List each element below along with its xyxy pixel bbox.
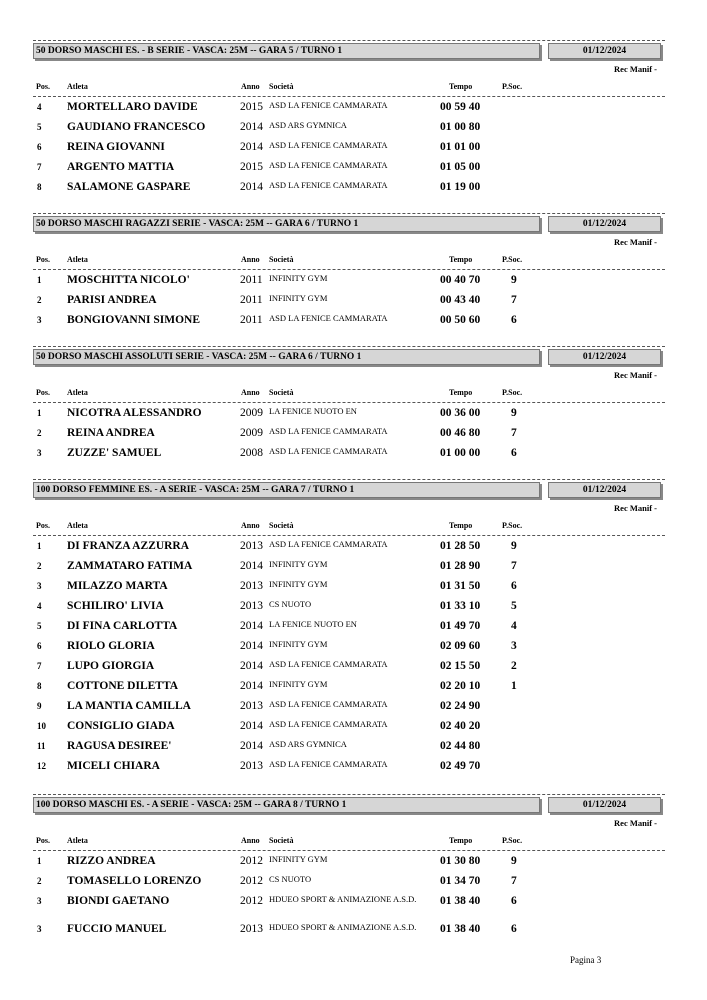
cell-pos: 9 — [37, 701, 42, 711]
cell-psoc: 9 — [511, 274, 517, 286]
cell-tempo: 00 43 40 — [440, 294, 481, 306]
race-date: 01/12/2024 — [548, 797, 661, 813]
cell-anno: 2014 — [240, 660, 263, 672]
cell-pos: 3 — [37, 924, 42, 934]
cell-tempo: 01 00 00 — [440, 447, 481, 459]
cell-psoc: 9 — [511, 855, 517, 867]
col-societa: Società — [269, 521, 294, 530]
table-row — [33, 291, 665, 311]
cell-atleta: LA MANTIA CAMILLA — [67, 700, 191, 712]
cell-societa: ASD LA FENICE CAMMARATA — [269, 160, 388, 170]
cell-psoc: 4 — [511, 620, 517, 632]
cell-anno: 2015 — [240, 161, 263, 173]
header-divider — [33, 96, 665, 97]
table-row — [33, 637, 665, 657]
cell-pos: 12 — [37, 761, 46, 771]
race-date: 01/12/2024 — [548, 43, 661, 59]
table-row — [33, 597, 665, 617]
col-atleta: Atleta — [67, 82, 88, 91]
table-row — [33, 697, 665, 717]
cell-atleta: FUCCIO MANUEL — [67, 923, 167, 935]
cell-tempo: 02 49 70 — [440, 760, 481, 772]
column-headers — [33, 521, 665, 535]
record-label: Rec Manif - — [614, 818, 657, 828]
col-tempo: Tempo — [449, 521, 473, 530]
col-societa: Società — [269, 388, 294, 397]
cell-societa: ASD LA FENICE CAMMARATA — [269, 759, 388, 769]
col-anno: Anno — [241, 82, 260, 91]
cell-psoc: 7 — [511, 294, 517, 306]
cell-atleta: DI FRANZA AZZURRA — [67, 540, 190, 552]
cell-pos: 8 — [37, 681, 42, 691]
cell-pos: 2 — [37, 561, 42, 571]
table-row — [33, 537, 665, 557]
cell-atleta: MOSCHITTA NICOLO' — [67, 274, 190, 286]
cell-psoc: 7 — [511, 560, 517, 572]
cell-pos: 11 — [37, 741, 46, 751]
table-row — [33, 577, 665, 597]
results-list — [33, 98, 665, 198]
results-list — [33, 404, 665, 464]
col-atleta: Atleta — [67, 836, 88, 845]
table-row — [33, 138, 665, 158]
table-row — [33, 118, 665, 138]
table-row — [33, 557, 665, 577]
cell-societa: INFINITY GYM — [269, 273, 328, 283]
table-row — [33, 737, 665, 757]
cell-tempo: 02 20 10 — [440, 680, 481, 692]
header-divider — [33, 535, 665, 536]
cell-tempo: 01 31 50 — [440, 580, 481, 592]
col-atleta: Atleta — [67, 255, 88, 264]
header-divider — [33, 402, 665, 403]
cell-psoc: 6 — [511, 923, 517, 935]
cell-atleta: RAGUSA DESIREE' — [67, 740, 172, 752]
col-societa: Società — [269, 255, 294, 264]
record-label: Rec Manif - — [614, 237, 657, 247]
cell-anno: 2013 — [240, 700, 263, 712]
cell-societa: INFINITY GYM — [269, 559, 328, 569]
cell-psoc: 9 — [511, 540, 517, 552]
cell-anno: 2011 — [240, 314, 263, 326]
col-psoc: P.Soc. — [502, 255, 523, 264]
cell-pos: 6 — [37, 641, 42, 651]
col-tempo: Tempo — [449, 255, 473, 264]
cell-anno: 2012 — [240, 875, 263, 887]
cell-pos: 1 — [37, 275, 42, 285]
cell-societa: LA FENICE NUOTO EN — [269, 619, 357, 629]
cell-pos: 2 — [37, 295, 42, 305]
cell-tempo: 01 28 90 — [440, 560, 481, 572]
header-divider — [33, 850, 665, 851]
cell-tempo: 01 05 00 — [440, 161, 481, 173]
table-row — [33, 617, 665, 637]
cell-societa: ASD LA FENICE CAMMARATA — [269, 140, 388, 150]
cell-atleta: REINA ANDREA — [67, 427, 155, 439]
column-headers — [33, 836, 665, 850]
cell-anno: 2014 — [240, 181, 263, 193]
race-title: 100 DORSO MASCHI ES. - A SERIE - VASCA: 25M -- GARA 8 / TURNO 1 — [33, 797, 540, 813]
cell-societa: CS NUOTO — [269, 599, 312, 609]
cell-anno: 2012 — [240, 855, 263, 867]
cell-pos: 1 — [37, 856, 42, 866]
col-atleta: Atleta — [67, 388, 88, 397]
race-title: 50 DORSO MASCHI RAGAZZI SERIE - VASCA: 25M -- GARA 6 / TURNO 1 — [33, 216, 540, 232]
race-date: 01/12/2024 — [548, 349, 661, 365]
cell-atleta: MILAZZO MARTA — [67, 580, 168, 592]
cell-anno: 2011 — [240, 294, 263, 306]
column-headers — [33, 388, 665, 402]
cell-tempo: 01 00 80 — [440, 121, 481, 133]
cell-psoc: 7 — [511, 875, 517, 887]
cell-societa: INFINITY GYM — [269, 293, 328, 303]
table-row — [33, 404, 665, 424]
cell-atleta: DI FINA CARLOTTA — [67, 620, 178, 632]
table-row — [33, 98, 665, 118]
cell-pos: 2 — [37, 428, 42, 438]
cell-anno: 2011 — [240, 274, 263, 286]
cell-atleta: SCHILIRO' LIVIA — [67, 600, 164, 612]
cell-pos: 1 — [37, 408, 42, 418]
cell-psoc: 1 — [511, 680, 517, 692]
col-psoc: P.Soc. — [502, 836, 523, 845]
cell-atleta: RIZZO ANDREA — [67, 855, 156, 867]
cell-tempo: 01 38 40 — [440, 895, 481, 907]
cell-tempo: 00 46 80 — [440, 427, 481, 439]
section-divider — [33, 213, 665, 214]
cell-societa: ASD LA FENICE CAMMARATA — [269, 313, 388, 323]
col-pos: Pos. — [36, 82, 50, 91]
cell-tempo: 02 24 90 — [440, 700, 481, 712]
cell-societa: ASD LA FENICE CAMMARATA — [269, 426, 388, 436]
table-row — [33, 178, 665, 198]
cell-atleta: MORTELLARO DAVIDE — [67, 101, 198, 113]
cell-pos: 3 — [37, 581, 42, 591]
cell-atleta: LUPO GIORGIA — [67, 660, 155, 672]
cell-tempo: 00 40 70 — [440, 274, 481, 286]
cell-anno: 2014 — [240, 740, 263, 752]
table-row — [33, 657, 665, 677]
page-number: Pagina 3 — [570, 955, 602, 965]
cell-anno: 2013 — [240, 600, 263, 612]
cell-pos: 6 — [37, 142, 42, 152]
table-row — [33, 158, 665, 178]
cell-societa: ASD LA FENICE CAMMARATA — [269, 539, 388, 549]
table-row — [33, 872, 665, 892]
table-row — [33, 920, 665, 948]
cell-tempo: 01 01 00 — [440, 141, 481, 153]
table-row — [33, 444, 665, 464]
cell-societa: ASD LA FENICE CAMMARATA — [269, 446, 388, 456]
cell-tempo: 02 15 50 — [440, 660, 481, 672]
cell-pos: 10 — [37, 721, 46, 731]
cell-atleta: BIONDI GAETANO — [67, 895, 170, 907]
col-tempo: Tempo — [449, 836, 473, 845]
col-societa: Società — [269, 836, 294, 845]
cell-pos: 5 — [37, 122, 42, 132]
cell-pos: 3 — [37, 896, 42, 906]
cell-anno: 2015 — [240, 101, 263, 113]
cell-societa: ASD LA FENICE CAMMARATA — [269, 699, 388, 709]
cell-psoc: 6 — [511, 447, 517, 459]
cell-tempo: 01 30 80 — [440, 855, 481, 867]
section-divider — [33, 346, 665, 347]
race-title: 100 DORSO FEMMINE ES. - A SERIE - VASCA: 25M -- GARA 7 / TURNO 1 — [33, 482, 540, 498]
cell-anno: 2013 — [240, 580, 263, 592]
cell-anno: 2014 — [240, 121, 263, 133]
column-headers — [33, 82, 665, 96]
cell-anno: 2009 — [240, 407, 263, 419]
cell-psoc: 6 — [511, 895, 517, 907]
header-divider — [33, 269, 665, 270]
table-row — [33, 717, 665, 737]
cell-anno: 2014 — [240, 680, 263, 692]
cell-tempo: 01 19 00 — [440, 181, 481, 193]
cell-societa: CS NUOTO — [269, 874, 312, 884]
table-row — [33, 271, 665, 291]
cell-atleta: GAUDIANO FRANCESCO — [67, 121, 206, 133]
col-anno: Anno — [241, 521, 260, 530]
cell-atleta: CONSIGLIO GIADA — [67, 720, 175, 732]
cell-anno: 2013 — [240, 760, 263, 772]
cell-pos: 8 — [37, 182, 42, 192]
cell-psoc: 5 — [511, 600, 517, 612]
cell-societa: HDUEO SPORT & ANIMAZIONE A.S.D. — [269, 922, 417, 932]
col-pos: Pos. — [36, 255, 50, 264]
cell-anno: 2009 — [240, 427, 263, 439]
cell-tempo: 01 33 10 — [440, 600, 481, 612]
cell-tempo: 01 28 50 — [440, 540, 481, 552]
cell-pos: 3 — [37, 448, 42, 458]
cell-atleta: RIOLO GLORIA — [67, 640, 155, 652]
cell-tempo: 02 40 20 — [440, 720, 481, 732]
section-divider — [33, 794, 665, 795]
race-date: 01/12/2024 — [548, 482, 661, 498]
cell-anno: 2014 — [240, 141, 263, 153]
record-label: Rec Manif - — [614, 370, 657, 380]
race-date: 01/12/2024 — [548, 216, 661, 232]
race-title: 50 DORSO MASCHI ES. - B SERIE - VASCA: 25M -- GARA 5 / TURNO 1 — [33, 43, 540, 59]
section-divider — [33, 479, 665, 480]
table-row — [33, 892, 665, 920]
cell-societa: HDUEO SPORT & ANIMAZIONE A.S.D. — [269, 894, 417, 904]
cell-atleta: ZAMMATARO FATIMA — [67, 560, 193, 572]
cell-societa: ASD LA FENICE CAMMARATA — [269, 100, 388, 110]
cell-pos: 4 — [37, 601, 42, 611]
race-title: 50 DORSO MASCHI ASSOLUTI SERIE - VASCA: 25M -- GARA 6 / TURNO 1 — [33, 349, 540, 365]
cell-psoc: 6 — [511, 314, 517, 326]
cell-atleta: COTTONE DILETTA — [67, 680, 179, 692]
cell-tempo: 01 49 70 — [440, 620, 481, 632]
col-psoc: P.Soc. — [502, 388, 523, 397]
cell-anno: 2013 — [240, 540, 263, 552]
cell-atleta: MICELI CHIARA — [67, 760, 160, 772]
cell-tempo: 02 44 80 — [440, 740, 481, 752]
cell-atleta: NICOTRA ALESSANDRO — [67, 407, 202, 419]
col-anno: Anno — [241, 388, 260, 397]
cell-anno: 2014 — [240, 560, 263, 572]
cell-anno: 2012 — [240, 895, 263, 907]
cell-atleta: ARGENTO MATTIA — [67, 161, 175, 173]
cell-societa: INFINITY GYM — [269, 854, 328, 864]
cell-tempo: 00 36 00 — [440, 407, 481, 419]
table-row — [33, 424, 665, 444]
col-anno: Anno — [241, 255, 260, 264]
table-row — [33, 311, 665, 331]
cell-pos: 7 — [37, 661, 42, 671]
cell-anno: 2014 — [240, 720, 263, 732]
cell-anno: 2008 — [240, 447, 263, 459]
cell-atleta: TOMASELLO LORENZO — [67, 875, 202, 887]
cell-societa: INFINITY GYM — [269, 639, 328, 649]
cell-atleta: ZUZZE' SAMUEL — [67, 447, 162, 459]
cell-tempo: 01 34 70 — [440, 875, 481, 887]
cell-societa: ASD LA FENICE CAMMARATA — [269, 719, 388, 729]
cell-societa: INFINITY GYM — [269, 679, 328, 689]
cell-pos: 3 — [37, 315, 42, 325]
cell-atleta: SALAMONE GASPARE — [67, 181, 191, 193]
cell-psoc: 7 — [511, 427, 517, 439]
cell-tempo: 00 59 40 — [440, 101, 481, 113]
cell-anno: 2014 — [240, 620, 263, 632]
column-headers — [33, 255, 665, 269]
record-label: Rec Manif - — [614, 64, 657, 74]
cell-societa: ASD LA FENICE CAMMARATA — [269, 659, 388, 669]
cell-societa: ASD ARS GYMNICA — [269, 120, 347, 130]
col-psoc: P.Soc. — [502, 82, 523, 91]
cell-societa: INFINITY GYM — [269, 579, 328, 589]
cell-atleta: BONGIOVANNI SIMONE — [67, 314, 201, 326]
col-tempo: Tempo — [449, 82, 473, 91]
section-divider — [33, 40, 665, 41]
cell-psoc: 2 — [511, 660, 517, 672]
cell-tempo: 00 50 60 — [440, 314, 481, 326]
table-row — [33, 852, 665, 872]
cell-atleta: PARISI ANDREA — [67, 294, 157, 306]
cell-pos: 2 — [37, 876, 42, 886]
cell-tempo: 02 09 60 — [440, 640, 481, 652]
col-societa: Società — [269, 82, 294, 91]
record-label: Rec Manif - — [614, 503, 657, 513]
col-pos: Pos. — [36, 521, 50, 530]
cell-atleta: REINA GIOVANNI — [67, 141, 165, 153]
cell-pos: 5 — [37, 621, 42, 631]
cell-pos: 4 — [37, 102, 42, 112]
col-pos: Pos. — [36, 836, 50, 845]
col-pos: Pos. — [36, 388, 50, 397]
col-psoc: P.Soc. — [502, 521, 523, 530]
cell-societa: ASD LA FENICE CAMMARATA — [269, 180, 388, 190]
cell-tempo: 01 38 40 — [440, 923, 481, 935]
cell-psoc: 6 — [511, 580, 517, 592]
col-anno: Anno — [241, 836, 260, 845]
cell-pos: 7 — [37, 162, 42, 172]
cell-pos: 1 — [37, 541, 42, 551]
cell-societa: ASD ARS GYMNICA — [269, 739, 347, 749]
table-row — [33, 677, 665, 697]
cell-psoc: 9 — [511, 407, 517, 419]
col-tempo: Tempo — [449, 388, 473, 397]
cell-psoc: 3 — [511, 640, 517, 652]
results-list — [33, 271, 665, 331]
cell-anno: 2014 — [240, 640, 263, 652]
col-atleta: Atleta — [67, 521, 88, 530]
results-list — [33, 852, 665, 948]
table-row — [33, 757, 665, 777]
cell-anno: 2013 — [240, 923, 263, 935]
results-list — [33, 537, 665, 777]
cell-societa: LA FENICE NUOTO EN — [269, 406, 357, 416]
